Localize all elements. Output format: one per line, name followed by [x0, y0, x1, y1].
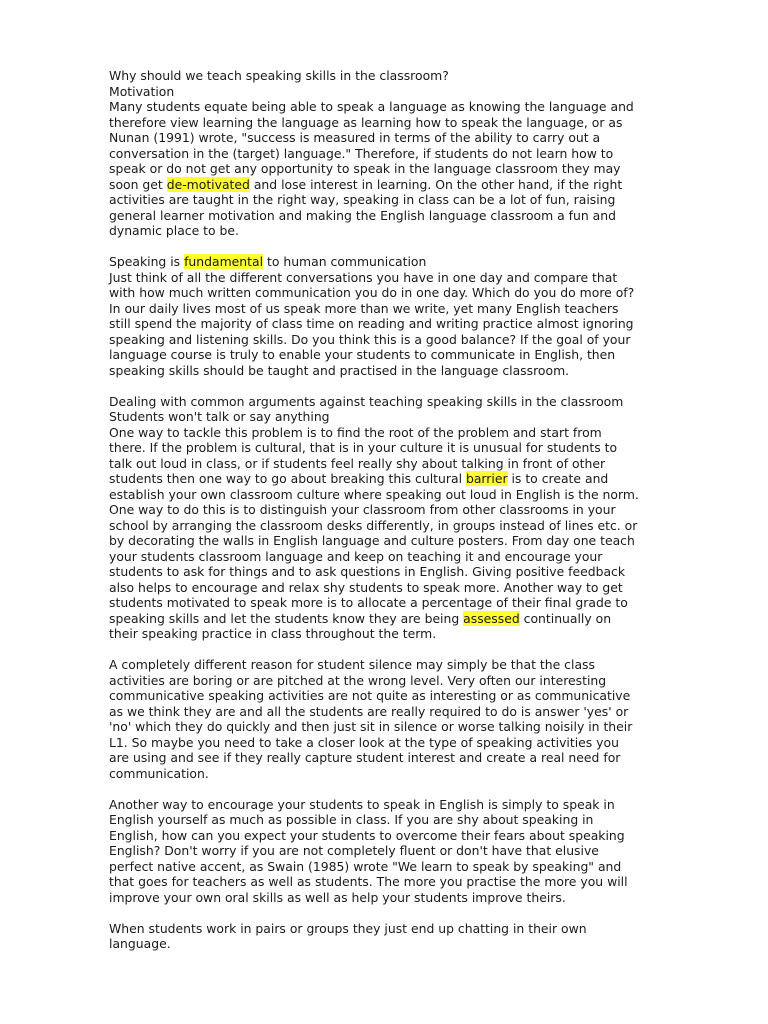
paragraph [109, 394, 709, 642]
text-run: establish your own classroom culture where speaking out loud in English is the norm. [109, 486, 639, 502]
text-line [109, 936, 709, 952]
text-line [109, 347, 709, 363]
text-run: students to ask for things and to ask questions in English. Giving positive feedback [109, 564, 626, 579]
text-run: improve your own oral skills as well as help your students improve theirs. [109, 889, 566, 905]
text-run: English yourself as much as possible in class. If you are shy about speaking in [109, 812, 594, 827]
text-line [109, 766, 709, 782]
text-run: students then one way to go about breaking this cultural [109, 471, 466, 486]
text-line [109, 115, 709, 131]
text-run: speaking and listening skills. Do you think this is a good balance? If the goal of your [109, 331, 631, 347]
text-run: English, how can you expect your students to overcome their fears about speaking [109, 827, 625, 843]
text-line [109, 84, 709, 100]
text-run: Many students equate being able to speak a language as knowing the language and [109, 99, 634, 114]
text-line [109, 223, 709, 239]
text-line [109, 719, 709, 735]
text-line [109, 704, 709, 720]
text-run: When students work in pairs or groups they just end up chatting in their own [109, 920, 587, 936]
text-line [109, 890, 709, 906]
text-run: Motivation [109, 83, 175, 99]
text-run: activities are taught in the right way, speaking in class can be a lot of fun, raising [109, 192, 616, 207]
text-line [109, 363, 709, 379]
text-run: also helps to encourage and relax shy students to speak more. Another way to get [109, 579, 623, 595]
text-line [109, 440, 709, 456]
text-line [109, 843, 709, 859]
text-run: therefore view learning the language as learning how to speak the language, or as [109, 114, 623, 130]
highlighted-term: de-motivated [166, 176, 250, 192]
text-run: students motivated to speak more is to allocate a percentage of their final grade to [109, 595, 628, 610]
text-run: In our daily lives most of us speak more than we write, yet many English teachers [109, 300, 619, 316]
text-line [109, 502, 709, 518]
text-line [109, 611, 709, 627]
text-run: as we think they are and all the students are really required to do is answer 'yes' or [109, 703, 629, 719]
text-run: Speaking is [109, 254, 185, 269]
text-run: to human communication [263, 254, 427, 269]
text-line [109, 394, 709, 410]
text-run: Another way to encourage your students to speak in English is simply to speak in [109, 796, 615, 812]
text-run: A completely different reason for student silence may simply be that the class [109, 657, 595, 672]
text-line [109, 580, 709, 596]
text-run: are using and see if they really capture student interest and create a real need for [109, 750, 621, 765]
text-line [109, 874, 709, 890]
text-run: Just think of all the different conversations you have in one day and compare that [109, 269, 618, 285]
text-run: is to create and [507, 471, 609, 486]
text-run: speaking skills and let the students know they are being [109, 610, 464, 626]
text-run: speak or do not get any opportunity to speak in the language classroom they may [109, 161, 621, 176]
text-line [109, 456, 709, 472]
text-run: conversation in the (target) language." Therefore, if students do not learn how to [109, 145, 614, 161]
text-line [109, 750, 709, 766]
text-run: One way to tackle this problem is to find the root of the problem and start from [109, 424, 602, 440]
text-line [109, 688, 709, 704]
highlighted-term: assessed [463, 610, 520, 626]
text-line [109, 208, 709, 224]
text-line [109, 797, 709, 813]
text-run: language. [109, 936, 171, 951]
text-run: Students won't talk or say anything [109, 409, 330, 424]
text-run: and lose interest in learning. On the other hand, if the right [249, 176, 623, 192]
text-line [109, 471, 709, 487]
text-line [109, 626, 709, 642]
highlighted-term: barrier [465, 471, 508, 486]
text-line [109, 161, 709, 177]
text-line [109, 146, 709, 162]
text-line [109, 921, 709, 937]
text-run: L1. So maybe you need to take a closer look at the type of speaking activities you [109, 734, 619, 750]
text-line [109, 518, 709, 534]
text-line [109, 99, 709, 115]
text-line [109, 533, 709, 549]
text-line [109, 859, 709, 875]
text-line [109, 332, 709, 348]
text-run: general learner motivation and making the English language classroom a fun and [109, 207, 616, 223]
text-run: Dealing with common arguments against teaching speaking skills in the classroom [109, 393, 624, 409]
text-run: there. If the problem is cultural, that is in your culture it is unusual for students to [109, 440, 618, 455]
text-line [109, 812, 709, 828]
text-run: by decorating the walls in English language and culture posters. From day one teach [109, 533, 635, 548]
text-line [109, 657, 709, 673]
text-run: One way to do this is to distinguish your classroom from other classrooms in your [109, 502, 616, 517]
paragraph [109, 921, 709, 952]
text-run: still spend the majority of class time on reading and writing practice almost ignoring [109, 316, 634, 331]
text-line [109, 177, 709, 193]
document-body [109, 68, 709, 967]
text-line [109, 254, 709, 270]
text-line [109, 316, 709, 332]
text-run: continually on [519, 610, 612, 626]
text-run: with how much written communication you do in one day. Which do you do more of? [109, 285, 635, 300]
text-line [109, 409, 709, 425]
text-run: speaking skills should be taught and practised in the language classroom. [109, 362, 570, 378]
text-line [109, 425, 709, 441]
text-run: Nunan (1991) wrote, "success is measured in terms of the ability to carry out a [109, 130, 601, 145]
text-run: that goes for teachers as well as students. The more you practise the more you will [109, 874, 628, 889]
text-run: their speaking practice in class throughout the term. [109, 626, 437, 641]
text-run: activities are boring or are pitched at the wrong level. Very often our interesting [109, 672, 607, 688]
text-run: soon get [109, 176, 167, 192]
paragraph [109, 797, 709, 906]
text-line [109, 301, 709, 317]
text-line [109, 735, 709, 751]
text-run: your students classroom language and keep on teaching it and encourage your [109, 548, 603, 564]
text-line [109, 487, 709, 503]
text-run: communicative speaking activities are not quite as interesting or as communicative [109, 688, 631, 703]
text-run: Why should we teach speaking skills in the classroom? [109, 68, 449, 83]
highlighted-term: fundamental [184, 254, 264, 269]
text-run: communication. [109, 765, 209, 781]
text-run: 'no' which they do quickly and then just sit in silence or worse talking noisily in their [109, 719, 633, 734]
text-run: school by arranging the classroom desks differently, in groups instead of lines etc. or [109, 517, 638, 533]
text-line [109, 285, 709, 301]
text-line [109, 549, 709, 565]
paragraph [109, 254, 709, 378]
text-line [109, 270, 709, 286]
text-run: language course is truly to enable your students to communicate in English, then [109, 347, 616, 362]
text-line [109, 595, 709, 611]
text-run: dynamic place to be. [109, 223, 239, 238]
text-run: talk out loud in class, or if students feel really shy about talking in front of other [109, 455, 606, 471]
paragraph [109, 657, 709, 781]
text-run: perfect native accent, as Swain (1985) wrote "We learn to speak by speaking" and [109, 858, 622, 874]
text-line [109, 828, 709, 844]
text-line [109, 68, 709, 84]
text-line [109, 673, 709, 689]
text-line [109, 564, 709, 580]
text-run: English? Don't worry if you are not completely fluent or don't have that elusive [109, 843, 599, 858]
paragraph [109, 68, 709, 239]
text-line [109, 130, 709, 146]
text-line [109, 192, 709, 208]
